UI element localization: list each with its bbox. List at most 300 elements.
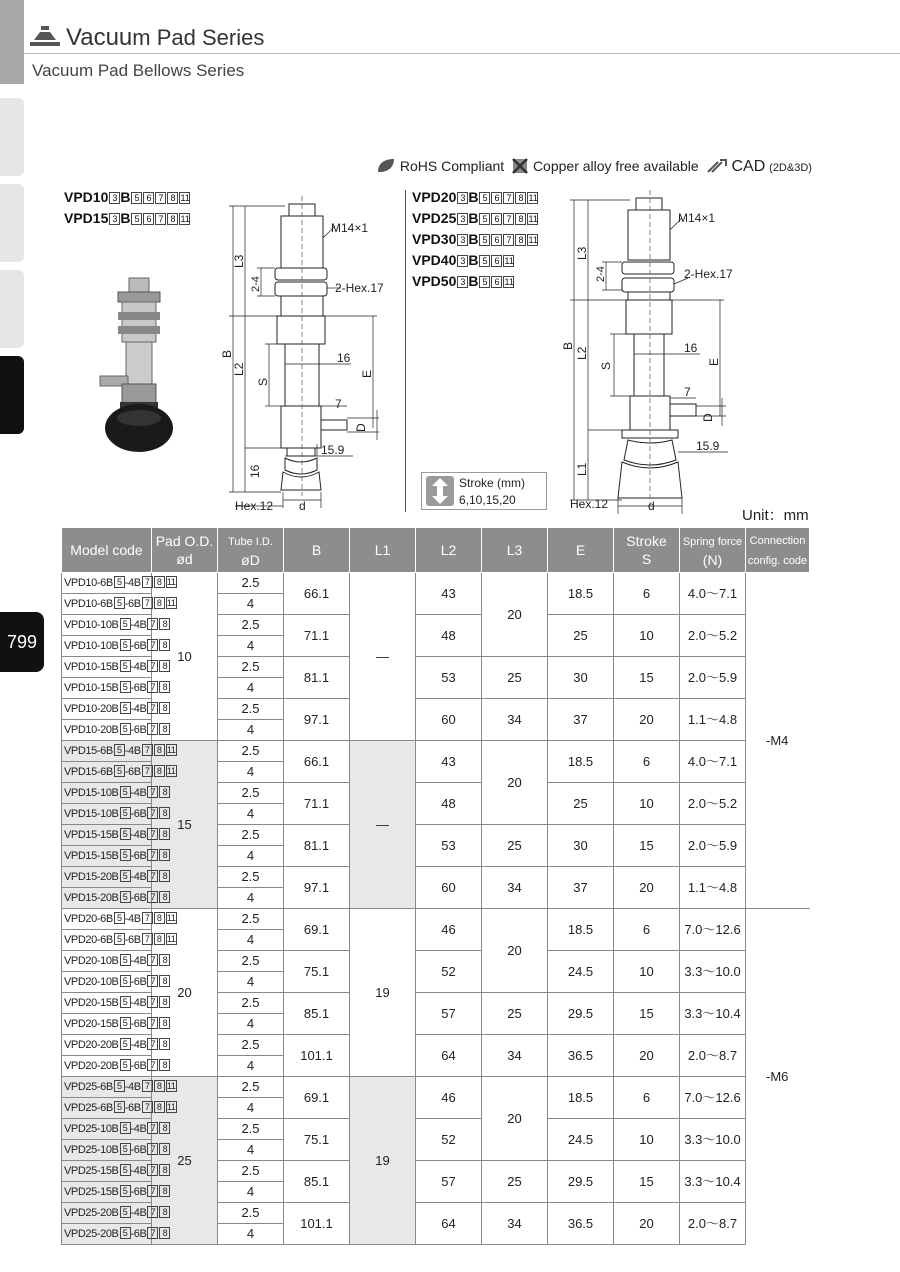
- tube-id-cell: 4: [218, 1224, 284, 1245]
- l2-cell: 43: [416, 741, 482, 783]
- option-code-box: 11: [504, 277, 514, 287]
- option-code-box: 5: [120, 660, 131, 672]
- spring-force-cell: 1.1～4.8: [680, 867, 746, 909]
- tube-id-cell: 4: [218, 1140, 284, 1161]
- svg-text:E: E: [360, 369, 374, 378]
- spring-force-cell: 2.0～8.7: [680, 1035, 746, 1077]
- option-code-box: 8: [154, 1080, 165, 1092]
- svg-text:2-Hex.17: 2-Hex.17: [684, 267, 733, 281]
- option-code-box: 5: [479, 255, 490, 267]
- model-code-cell: VPD10-15B 5 -4B 7 8: [62, 657, 152, 678]
- option-code-box: 7: [147, 1017, 158, 1029]
- option-code-box: 7: [142, 1101, 153, 1113]
- l2-cell: 48: [416, 783, 482, 825]
- option-code-box: 7: [147, 660, 158, 672]
- b-cell: 97.1: [284, 867, 350, 909]
- b-cell: 75.1: [284, 1119, 350, 1161]
- spring-force-cell: 2.0～5.2: [680, 783, 746, 825]
- l3-cell: 25: [482, 657, 548, 699]
- option-code-box: 5: [120, 786, 131, 798]
- page-number: 799: [0, 612, 44, 672]
- option-code-box: 11: [166, 1081, 176, 1091]
- option-code-box: 8: [154, 744, 165, 756]
- option-code-box: 6: [491, 192, 502, 204]
- option-code-box: 11: [166, 1102, 176, 1112]
- option-code-box: 3: [457, 192, 468, 204]
- option-code-box: 7: [147, 618, 158, 630]
- l2-cell: 53: [416, 657, 482, 699]
- b-cell: 69.1: [284, 909, 350, 951]
- l2-cell: 60: [416, 867, 482, 909]
- option-code-box: 5: [120, 870, 131, 882]
- l2-cell: 60: [416, 699, 482, 741]
- option-code-box: 5: [120, 723, 131, 735]
- tube-id-cell: 4: [218, 594, 284, 615]
- option-code-box: 7: [142, 1080, 153, 1092]
- option-code-box: 8: [154, 1101, 165, 1113]
- option-code-box: 6: [143, 213, 154, 225]
- option-code-box: 5: [120, 849, 131, 861]
- option-code-box: 7: [503, 192, 514, 204]
- l3-cell: 20: [482, 741, 548, 825]
- page-title: Vacuum Pad Series: [66, 24, 265, 51]
- l1-cell: —: [350, 741, 416, 909]
- l1-cell: —: [350, 573, 416, 741]
- l3-cell: 34: [482, 1203, 548, 1245]
- side-tab-3[interactable]: [0, 270, 24, 348]
- e-cell: 37: [548, 867, 614, 909]
- spring-force-cell: 2.0～5.2: [680, 615, 746, 657]
- stroke-cell: 20: [614, 699, 680, 741]
- option-code-box: 7: [147, 1206, 158, 1218]
- option-code-box: 8: [159, 723, 170, 735]
- option-code-box: 8: [154, 933, 165, 945]
- option-code-box: 3: [457, 276, 468, 288]
- option-code-box: 5: [114, 744, 125, 756]
- option-code-box: 5: [120, 1206, 131, 1218]
- tube-id-cell: 2.5: [218, 1161, 284, 1182]
- model-code-cell: VPD10-20B 5 -4B 7 8: [62, 699, 152, 720]
- svg-text:Hex.12: Hex.12: [235, 499, 274, 513]
- option-code-box: 11: [180, 193, 190, 203]
- model-code-cell: VPD20-10B 5 -6B 7 8: [62, 972, 152, 993]
- option-code-box: 11: [166, 934, 176, 944]
- e-cell: 18.5: [548, 573, 614, 615]
- option-code-box: 8: [159, 1059, 170, 1071]
- l1-cell: 19: [350, 909, 416, 1077]
- option-code-box: 7: [142, 576, 153, 588]
- e-cell: 18.5: [548, 909, 614, 951]
- stroke-cell: 15: [614, 657, 680, 699]
- option-code-box: 8: [154, 576, 165, 588]
- leaf-icon: [376, 158, 396, 174]
- option-code-box: 8: [159, 1122, 170, 1134]
- option-code-box: 5: [120, 1038, 131, 1050]
- tube-id-cell: 2.5: [218, 1119, 284, 1140]
- side-tab-2[interactable]: [0, 184, 24, 262]
- spring-force-cell: 4.0～7.1: [680, 573, 746, 615]
- svg-text:d: d: [648, 499, 655, 513]
- table-header: [62, 528, 810, 573]
- option-code-box: 5: [120, 828, 131, 840]
- svg-text:d: d: [299, 499, 306, 513]
- option-code-box: 8: [159, 996, 170, 1008]
- option-code-box: 7: [147, 975, 158, 987]
- model-code-cell: VPD15-20B 5 -6B 7 8: [62, 888, 152, 909]
- option-code-box: 7: [147, 639, 158, 651]
- option-code-box: 8: [159, 1017, 170, 1029]
- header-rule: [24, 53, 900, 54]
- l2-cell: 48: [416, 615, 482, 657]
- model-code-cell: VPD25-15B 5 -6B 7 8: [62, 1182, 152, 1203]
- model-code-line: VPD40 3 B 5 6 11: [412, 252, 514, 268]
- stroke-cell: 10: [614, 1119, 680, 1161]
- svg-text:D: D: [701, 413, 715, 422]
- option-code-box: 11: [528, 235, 538, 245]
- l3-cell: 25: [482, 993, 548, 1035]
- b-cell: 75.1: [284, 951, 350, 993]
- col-model: Model code: [62, 528, 152, 573]
- series-icon: [30, 26, 60, 53]
- option-code-box: 11: [166, 766, 176, 776]
- l3-cell: 25: [482, 1161, 548, 1203]
- spring-force-cell: 7.0～12.6: [680, 909, 746, 951]
- spring-force-cell: 3.3～10.4: [680, 1161, 746, 1203]
- e-cell: 24.5: [548, 1119, 614, 1161]
- option-code-box: 5: [479, 213, 490, 225]
- tube-id-cell: 4: [218, 1014, 284, 1035]
- model-code-cell: VPD10-10B 5 -6B 7 8: [62, 636, 152, 657]
- option-code-box: 8: [515, 234, 526, 246]
- e-cell: 18.5: [548, 741, 614, 783]
- option-code-box: 7: [147, 681, 158, 693]
- svg-text:L1: L1: [575, 462, 589, 476]
- l2-cell: 57: [416, 1161, 482, 1203]
- stroke-cell: 10: [614, 783, 680, 825]
- option-code-box: 8: [159, 618, 170, 630]
- col-pad: Pad O.D. ød: [152, 528, 218, 573]
- model-code-cell: VPD15-10B 5 -6B 7 8: [62, 804, 152, 825]
- b-cell: 71.1: [284, 615, 350, 657]
- option-code-box: 11: [166, 745, 176, 755]
- option-code-box: 5: [120, 702, 131, 714]
- option-code-box: 8: [159, 1185, 170, 1197]
- option-code-box: 5: [120, 1122, 131, 1134]
- tube-id-cell: 4: [218, 1098, 284, 1119]
- option-code-box: 6: [491, 213, 502, 225]
- option-code-box: 5: [120, 975, 131, 987]
- drawing-right: [561, 190, 746, 521]
- tube-id-cell: 2.5: [218, 951, 284, 972]
- option-code-box: 8: [159, 639, 170, 651]
- option-code-box: 7: [147, 723, 158, 735]
- option-code-box: 7: [147, 870, 158, 882]
- svg-text:16: 16: [248, 464, 262, 478]
- option-code-box: 7: [155, 192, 166, 204]
- tube-id-cell: 2.5: [218, 615, 284, 636]
- e-cell: 30: [548, 825, 614, 867]
- option-code-box: 7: [147, 1185, 158, 1197]
- option-code-box: 5: [131, 192, 142, 204]
- tube-id-cell: 4: [218, 972, 284, 993]
- option-code-box: 11: [166, 598, 176, 608]
- spring-force-cell: 2.0～8.7: [680, 1203, 746, 1245]
- b-cell: 85.1: [284, 1161, 350, 1203]
- model-code-cell: VPD20-20B 5 -6B 7 8: [62, 1056, 152, 1077]
- tube-id-cell: 4: [218, 846, 284, 867]
- side-tab-active[interactable]: [0, 356, 24, 434]
- e-cell: 36.5: [548, 1035, 614, 1077]
- col-e: E: [548, 528, 614, 573]
- model-code-cell: VPD25-20B 5 -4B 7 8: [62, 1203, 152, 1224]
- svg-text:7: 7: [684, 385, 691, 399]
- svg-text:L3: L3: [232, 254, 246, 268]
- l2-cell: 43: [416, 573, 482, 615]
- svg-text:L2: L2: [232, 362, 246, 376]
- option-code-box: 11: [180, 214, 190, 224]
- svg-text:L3: L3: [575, 246, 589, 260]
- e-cell: 30: [548, 657, 614, 699]
- tube-id-cell: 4: [218, 1056, 284, 1077]
- cad-icon: [706, 158, 728, 174]
- stroke-cell: 6: [614, 1077, 680, 1119]
- option-code-box: 5: [120, 1143, 131, 1155]
- option-code-box: 7: [147, 849, 158, 861]
- model-code-cell: VPD25-15B 5 -4B 7 8: [62, 1161, 152, 1182]
- option-code-box: 8: [159, 849, 170, 861]
- option-code-box: 5: [114, 912, 125, 924]
- l3-cell: 20: [482, 1077, 548, 1161]
- option-code-box: 7: [503, 213, 514, 225]
- stroke-cell: 6: [614, 741, 680, 783]
- tube-id-cell: 2.5: [218, 867, 284, 888]
- svg-text:B: B: [561, 341, 575, 350]
- spring-force-cell: 3.3～10.0: [680, 1119, 746, 1161]
- model-code-cell: VPD10-10B 5 -4B 7 8: [62, 615, 152, 636]
- l3-cell: 34: [482, 699, 548, 741]
- b-cell: 85.1: [284, 993, 350, 1035]
- tube-id-cell: 4: [218, 762, 284, 783]
- option-code-box: 7: [155, 213, 166, 225]
- option-code-box: 5: [120, 1185, 131, 1197]
- model-code-line: VPD10 3 B 5 6 7 8 11: [64, 189, 190, 205]
- stroke-cell: 15: [614, 825, 680, 867]
- badge-row: RoHS Compliant Copper alloy free available CAD (2D&3D): [376, 158, 812, 176]
- svg-text:S: S: [256, 377, 270, 386]
- option-code-box: 3: [457, 234, 468, 246]
- option-code-box: 7: [147, 996, 158, 1008]
- svg-text:7: 7: [335, 397, 342, 411]
- model-code-cell: VPD20-10B 5 -4B 7 8: [62, 951, 152, 972]
- option-code-box: 11: [504, 256, 514, 266]
- side-tab-1[interactable]: [0, 98, 24, 176]
- svg-text:16: 16: [684, 341, 698, 355]
- option-code-box: 7: [147, 807, 158, 819]
- tube-id-cell: 2.5: [218, 699, 284, 720]
- model-code-cell: VPD20-15B 5 -6B 7 8: [62, 1014, 152, 1035]
- option-code-box: 7: [147, 828, 158, 840]
- option-code-box: 8: [159, 1143, 170, 1155]
- model-code-line: VPD30 3 B 5 6 7 8 11: [412, 231, 538, 247]
- stroke-arrow-icon: [426, 476, 454, 506]
- l1-cell: 19: [350, 1077, 416, 1245]
- l2-cell: 57: [416, 993, 482, 1035]
- option-code-box: 8: [154, 912, 165, 924]
- product-photo: [96, 276, 186, 461]
- model-code-cell: VPD20-20B 5 -4B 7 8: [62, 1035, 152, 1056]
- option-code-box: 7: [142, 933, 153, 945]
- tube-id-cell: 2.5: [218, 741, 284, 762]
- model-code-cell: VPD15-6B 5 -4B 7 8 11: [62, 741, 152, 762]
- option-code-box: 5: [120, 618, 131, 630]
- tube-id-cell: 4: [218, 930, 284, 951]
- l2-cell: 46: [416, 1077, 482, 1119]
- b-cell: 81.1: [284, 657, 350, 699]
- b-cell: 101.1: [284, 1035, 350, 1077]
- drawing-divider: [405, 190, 406, 512]
- option-code-box: 6: [491, 255, 502, 267]
- option-code-box: 8: [159, 1206, 170, 1218]
- model-code-cell: VPD25-20B 5 -6B 7 8: [62, 1224, 152, 1245]
- option-code-box: 5: [120, 1164, 131, 1176]
- stroke-cell: 6: [614, 573, 680, 615]
- option-code-box: 5: [120, 807, 131, 819]
- l3-cell: 25: [482, 825, 548, 867]
- option-code-box: 7: [147, 1227, 158, 1239]
- stroke-cell: 20: [614, 1203, 680, 1245]
- option-code-box: 8: [159, 681, 170, 693]
- option-code-box: 8: [159, 1227, 170, 1239]
- option-code-box: 3: [457, 213, 468, 225]
- stroke-legend: [421, 472, 547, 510]
- copper-free-icon: [511, 158, 529, 174]
- option-code-box: 5: [120, 891, 131, 903]
- b-cell: 97.1: [284, 699, 350, 741]
- option-code-box: 11: [166, 913, 176, 923]
- svg-text:E: E: [707, 357, 721, 366]
- model-list-left: [64, 187, 190, 229]
- spring-force-cell: 2.0～5.9: [680, 657, 746, 699]
- model-code-cell: VPD10-20B 5 -6B 7 8: [62, 720, 152, 741]
- option-code-box: 8: [159, 954, 170, 966]
- spring-force-cell: 3.3～10.0: [680, 951, 746, 993]
- option-code-box: 7: [147, 1164, 158, 1176]
- model-code-line: VPD50 3 B 5 6 11: [412, 273, 514, 289]
- option-code-box: 7: [142, 912, 153, 924]
- tube-id-cell: 4: [218, 888, 284, 909]
- option-code-box: 5: [479, 276, 490, 288]
- model-code-cell: VPD15-15B 5 -4B 7 8: [62, 825, 152, 846]
- tube-id-cell: 4: [218, 636, 284, 657]
- model-code-cell: VPD20-6B 5 -4B 7 8 11: [62, 909, 152, 930]
- tube-id-cell: 2.5: [218, 1077, 284, 1098]
- model-code-cell: VPD20-6B 5 -6B 7 8 11: [62, 930, 152, 951]
- b-cell: 66.1: [284, 573, 350, 615]
- stroke-values: 6,10,15,20: [459, 493, 516, 507]
- option-code-box: 7: [147, 891, 158, 903]
- tube-id-cell: 2.5: [218, 909, 284, 930]
- stroke-cell: 20: [614, 867, 680, 909]
- option-code-box: 7: [147, 786, 158, 798]
- stroke-cell: 6: [614, 909, 680, 951]
- l3-cell: 34: [482, 867, 548, 909]
- model-code-cell: VPD10-6B 5 -4B 7 8 11: [62, 573, 152, 594]
- e-cell: 36.5: [548, 1203, 614, 1245]
- option-code-box: 5: [120, 639, 131, 651]
- col-stroke: Stroke S: [614, 528, 680, 573]
- option-code-box: 11: [528, 193, 538, 203]
- table-row: [62, 1077, 810, 1098]
- svg-text:M14×1: M14×1: [678, 211, 716, 225]
- model-code-line: VPD25 3 B 5 6 7 8 11: [412, 210, 538, 226]
- option-code-box: 8: [159, 891, 170, 903]
- table-row: [62, 573, 810, 594]
- e-cell: 25: [548, 615, 614, 657]
- svg-text:16: 16: [337, 351, 351, 365]
- l2-cell: 64: [416, 1035, 482, 1077]
- pad-od-cell: 15: [152, 741, 218, 909]
- unit-label: Unit：mm: [742, 507, 809, 524]
- model-code-cell: VPD15-6B 5 -6B 7 8 11: [62, 762, 152, 783]
- tube-id-cell: 2.5: [218, 993, 284, 1014]
- table-row: [62, 741, 810, 762]
- svg-text:2-4: 2-4: [595, 266, 607, 282]
- stroke-label: Stroke (mm): [459, 476, 525, 490]
- col-l3: L3: [482, 528, 548, 573]
- option-code-box: 8: [515, 192, 526, 204]
- spring-force-cell: 3.3～10.4: [680, 993, 746, 1035]
- drawing-left: [220, 196, 400, 521]
- svg-text:M14×1: M14×1: [331, 221, 369, 235]
- spring-force-cell: 7.0～12.6: [680, 1077, 746, 1119]
- model-code-cell: VPD25-6B 5 -4B 7 8 11: [62, 1077, 152, 1098]
- option-code-box: 7: [142, 765, 153, 777]
- tube-id-cell: 2.5: [218, 783, 284, 804]
- pad-od-cell: 20: [152, 909, 218, 1077]
- stroke-cell: 10: [614, 951, 680, 993]
- l2-cell: 52: [416, 1119, 482, 1161]
- option-code-box: 6: [143, 192, 154, 204]
- e-cell: 18.5: [548, 1077, 614, 1119]
- model-code-cell: VPD25-10B 5 -6B 7 8: [62, 1140, 152, 1161]
- option-code-box: 7: [142, 744, 153, 756]
- tube-id-cell: 4: [218, 720, 284, 741]
- col-b: B: [284, 528, 350, 573]
- l2-cell: 46: [416, 909, 482, 951]
- option-code-box: 5: [120, 954, 131, 966]
- e-cell: 25: [548, 783, 614, 825]
- option-code-box: 7: [147, 954, 158, 966]
- option-code-box: 5: [114, 933, 125, 945]
- option-code-box: 5: [479, 234, 490, 246]
- svg-text:15.9: 15.9: [696, 439, 720, 453]
- option-code-box: 8: [159, 702, 170, 714]
- svg-text:Hex.12: Hex.12: [570, 497, 609, 511]
- option-code-box: 3: [457, 255, 468, 267]
- tube-id-cell: 4: [218, 1182, 284, 1203]
- tube-id-cell: 2.5: [218, 573, 284, 594]
- e-cell: 24.5: [548, 951, 614, 993]
- option-code-box: 8: [159, 786, 170, 798]
- stroke-cell: 15: [614, 1161, 680, 1203]
- option-code-box: 5: [120, 996, 131, 1008]
- option-code-box: 7: [147, 1059, 158, 1071]
- option-code-box: 11: [528, 214, 538, 224]
- pad-od-cell: 25: [152, 1077, 218, 1245]
- model-code-cell: VPD15-20B 5 -4B 7 8: [62, 867, 152, 888]
- col-l1: L1: [350, 528, 416, 573]
- option-code-box: 7: [147, 702, 158, 714]
